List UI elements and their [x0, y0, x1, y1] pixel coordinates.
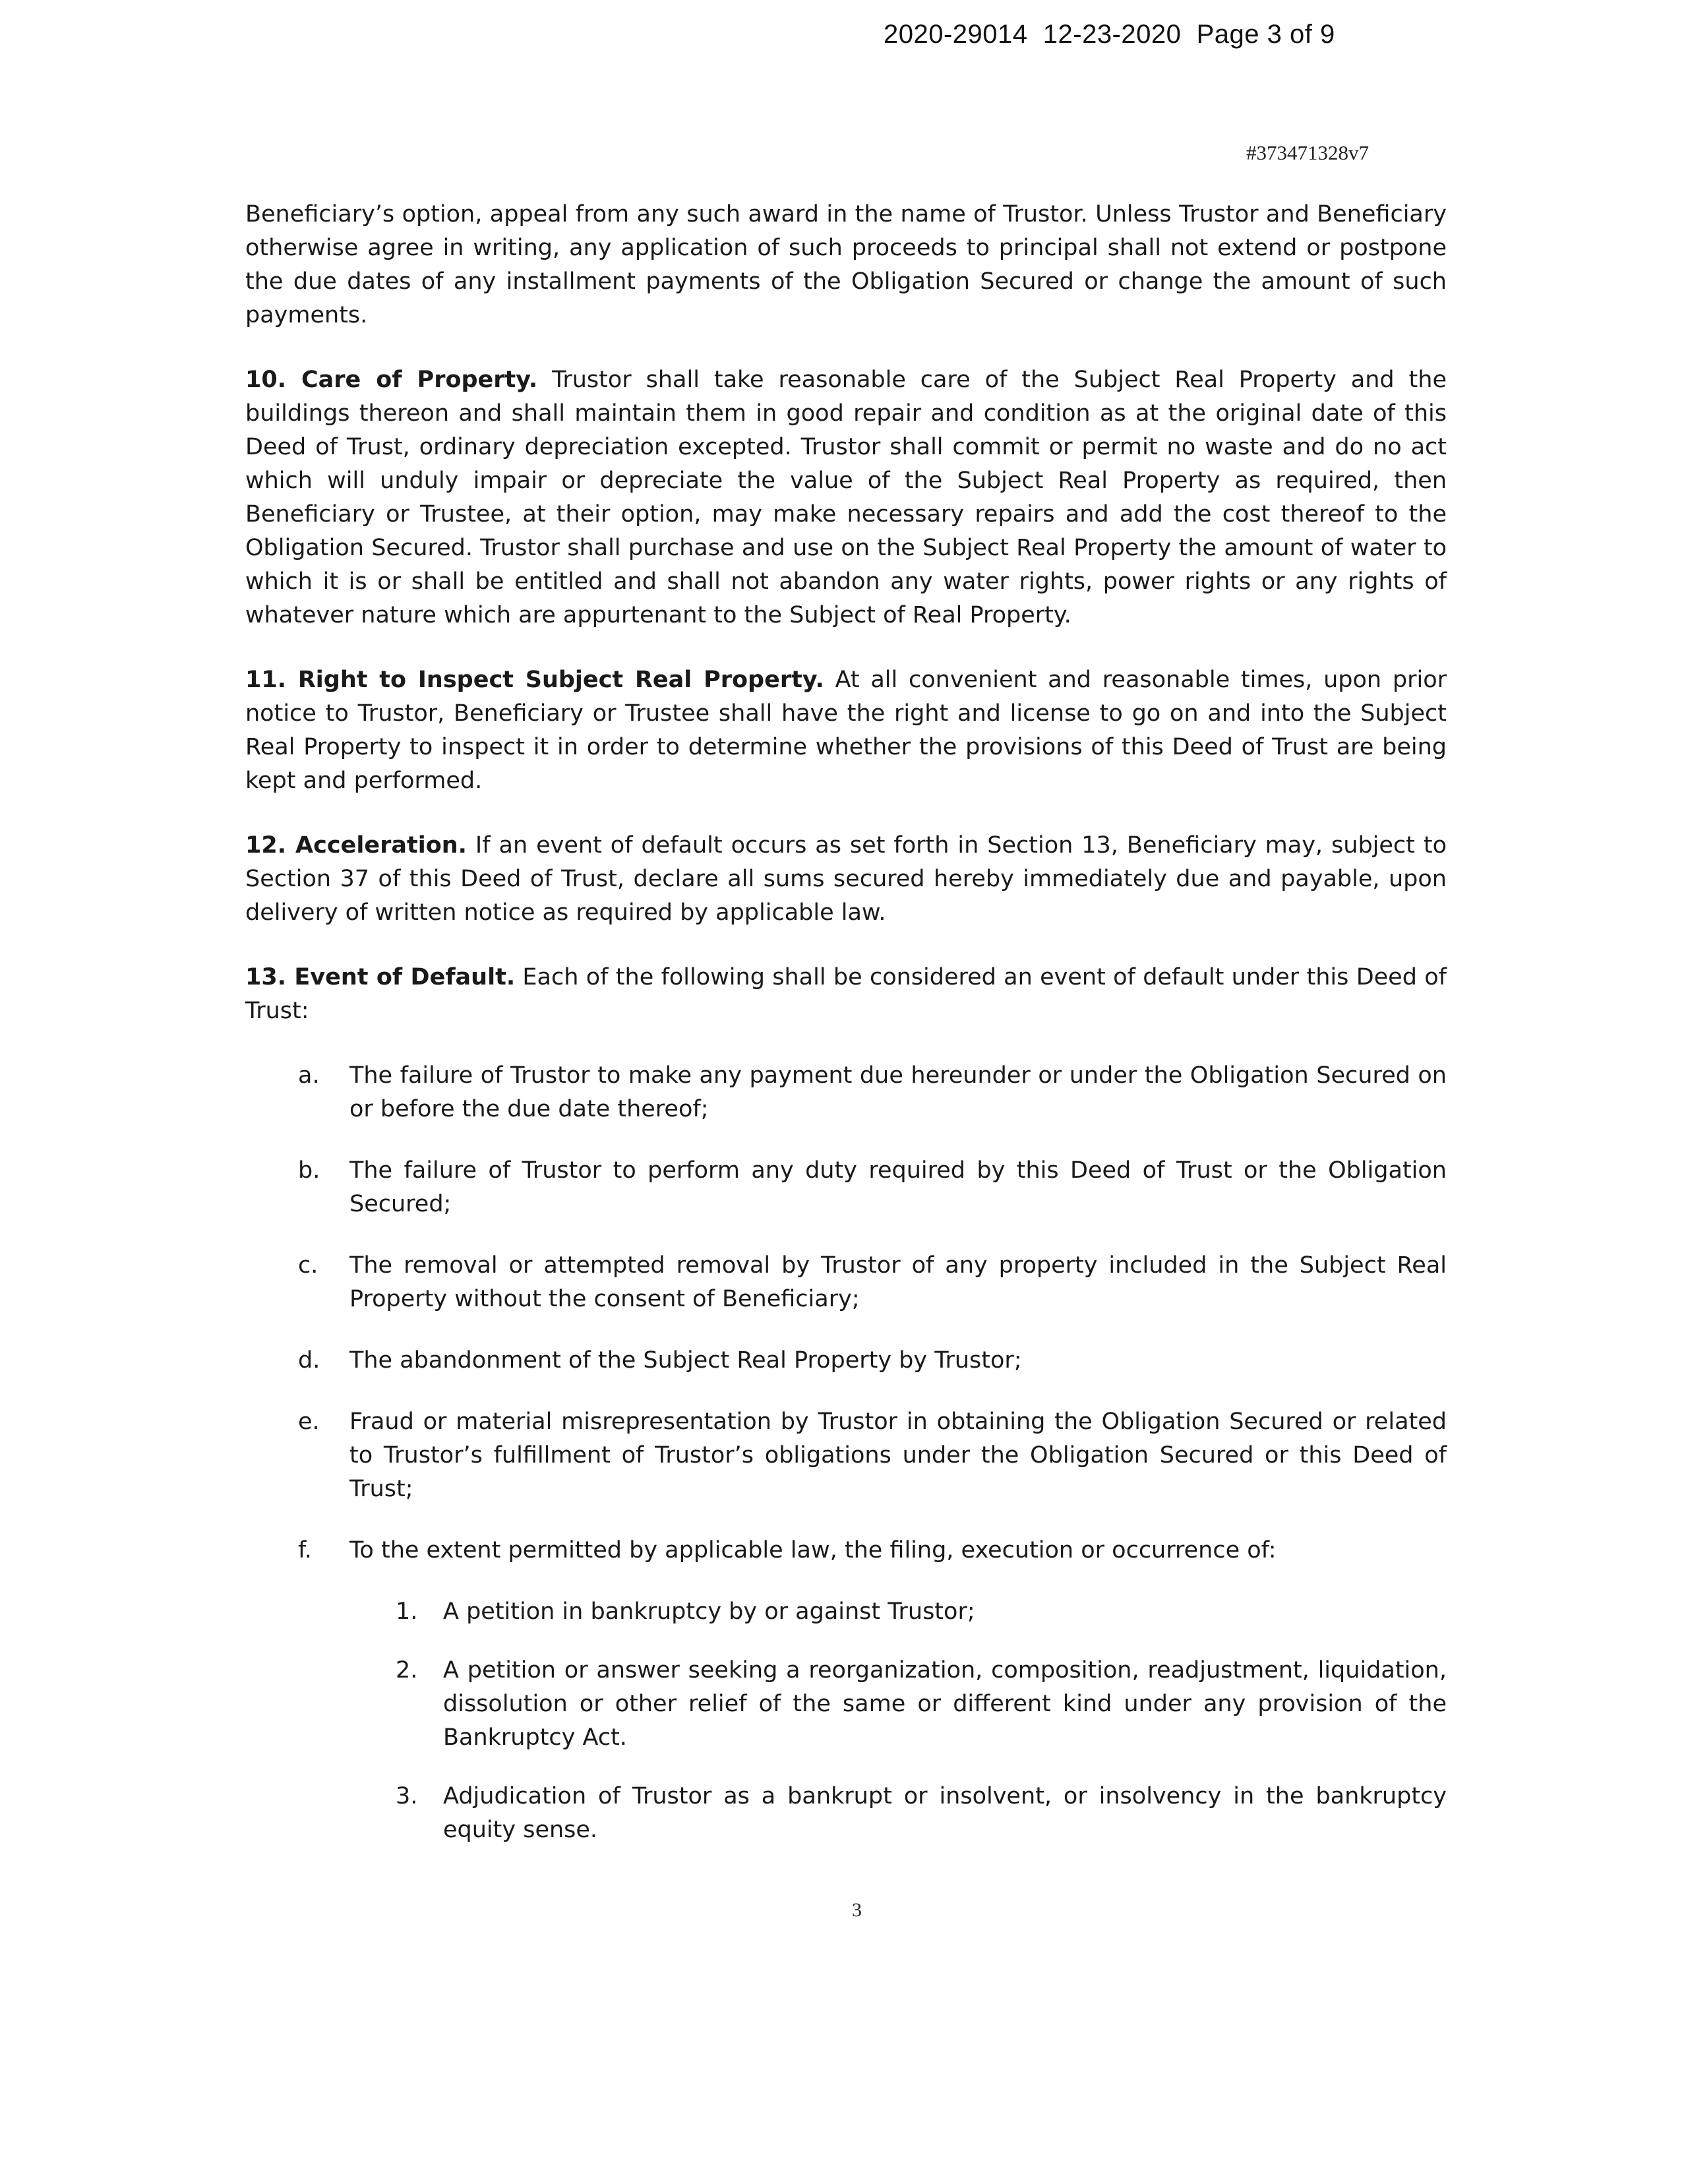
default-item-f: [298, 1534, 1447, 1567]
sub-item-3: [396, 1780, 1447, 1847]
recording-stamp: 2020-29014 12-23-2020 Page 3 of 9: [884, 20, 1335, 49]
section-12-acceleration: [245, 829, 1447, 930]
list-item-text: A petition in bankruptcy by or against Trustor;: [443, 1598, 975, 1625]
document-id: #373471328v7: [1246, 141, 1369, 164]
section-text: Trustor shall take reasonable care of the Subject Real Property and the buildings thereon and shall maintain them in good repair and condition as at the original date of this Deed of Trust, ordinary depreciation excepted. Trustor shall commit or permit no waste and do no act which will unduly impair or depreciate the value of the Subject Real Property as required, then Beneficiary or Trustee, at their option, may make necessary repairs and add the cost thereof to the Obligation Secured. Trustor shall purchase and use on the Subject Real Property the amount of water to which it is or shall be entitled and shall not abandon any water rights, power rights or any rights of whatever nature which are appurtenant to the Subject of Real Property.: [245, 367, 1447, 628]
list-marker: e.: [298, 1409, 320, 1435]
default-item-d: [298, 1344, 1447, 1378]
list-item-text: The failure of Trustor to make any payment due hereunder or under the Obligation Secured on or before the due date thereof;: [349, 1062, 1447, 1122]
list-marker: f.: [298, 1537, 312, 1563]
section-heading: 13. Event of Default.: [245, 964, 516, 990]
section-heading: 11. Right to Inspect Subject Real Property.: [245, 667, 824, 693]
list-item-text: The removal or attempted removal by Trustor of any property included in the Subject Real Property without the consent of Beneficiary;: [349, 1252, 1447, 1312]
sub-item-2: [396, 1654, 1447, 1755]
list-marker: a.: [298, 1062, 320, 1089]
section-text: At all convenient and reasonable times, upon prior notice to Trustor, Beneficiary or Trustee shall have the right and license to go on and into the Subject Real Property to inspect it in order to determine whether the provisions of this Deed of Trust are being kept and performed.: [245, 667, 1447, 794]
sub-item-1: [396, 1595, 1447, 1629]
list-item-text: Adjudication of Trustor as a bankrupt or insolvent, or insolvency in the bankruptcy equity sense.: [443, 1783, 1447, 1843]
section-heading: 12. Acceleration.: [245, 832, 467, 859]
list-marker: c.: [298, 1252, 318, 1279]
list-item-text: The failure of Trustor to perform any duty required by this Deed of Trust or the Obligation Secured;: [349, 1157, 1447, 1217]
section-13-event-of-default: [245, 961, 1447, 1028]
list-item-text: Fraud or material misrepresentation by Trustor in obtaining the Obligation Secured or related to Trustor’s fulfillment of Trustor’s obligations under the Obligation Secured or this Deed of Trust;: [349, 1409, 1447, 1502]
section-text: If an event of default occurs as set forth in Section 13, Beneficiary may, subject to Section 37 of this Deed of Trust, declare all sums secured hereby immediately due and payable, upon delivery of written notice as required by applicable law.: [245, 832, 1447, 926]
page-number: 3: [852, 1899, 862, 1921]
intro-paragraph: Beneficiary’s option, appeal from any such award in the name of Trustor. Unless Trustor and Beneficiary otherwise agree in writing, any application of such proceeds to principal shall not extend or postpone the due dates of any installment payments of the Obligation Secured or change the amount of such payments.: [245, 201, 1447, 328]
list-marker: 3.: [396, 1783, 418, 1809]
section-10-care-of-property: [245, 363, 1447, 632]
document-body: [245, 198, 1447, 1872]
list-marker: d.: [298, 1347, 320, 1374]
list-item-text: The abandonment of the Subject Real Property by Trustor;: [349, 1347, 1022, 1374]
section-text: Each of the following shall be considered an event of default under this Deed of Trust:: [245, 964, 1447, 1024]
list-marker: 1.: [396, 1598, 418, 1625]
default-item-a: [298, 1059, 1447, 1126]
section-heading: 10. Care of Property.: [245, 367, 538, 393]
list-marker: b.: [298, 1157, 320, 1184]
section-11-right-to-inspect: [245, 663, 1447, 798]
default-item-c: [298, 1249, 1447, 1316]
list-item-text: A petition or answer seeking a reorganization, composition, readjustment, liquidation, dissolution or other relief of the same or different kind under any provision of the Bankruptcy Act.: [443, 1657, 1447, 1751]
default-item-e: [298, 1405, 1447, 1506]
default-item-b: [298, 1154, 1447, 1221]
list-item-text: To the extent permitted by applicable law, the filing, execution or occurrence of:: [349, 1537, 1277, 1563]
list-marker: 2.: [396, 1657, 418, 1684]
